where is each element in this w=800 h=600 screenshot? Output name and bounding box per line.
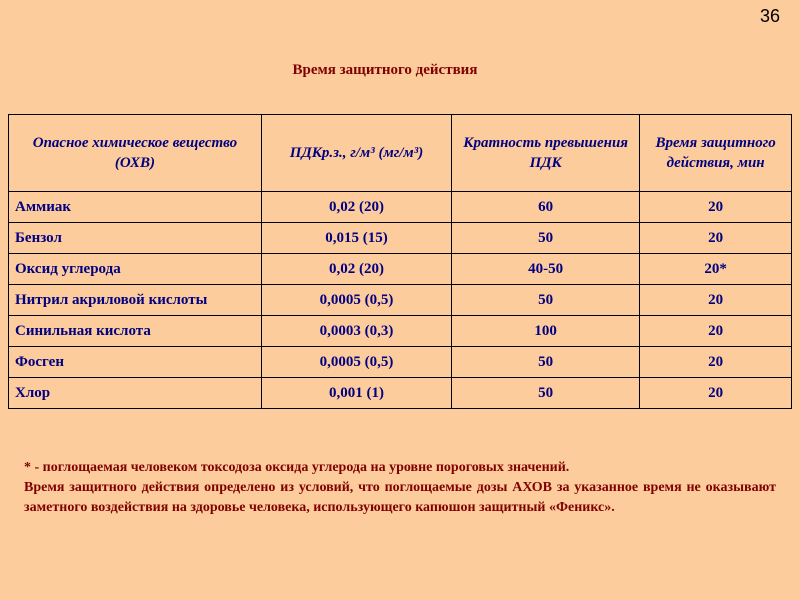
cell-excess-ratio: 50 (452, 285, 640, 316)
header-substance: Опасное химическое вещество (ОХВ) (9, 115, 262, 192)
cell-mac: 0,02 (20) (261, 192, 451, 223)
cell-protection-time: 20 (640, 316, 792, 347)
cell-excess-ratio: 50 (452, 378, 640, 409)
cell-protection-time: 20 (640, 192, 792, 223)
table-row (9, 254, 792, 285)
header-mac: ПДКр.з., г/м³ (мг/м³) (261, 115, 451, 192)
cell-protection-time: 20 (640, 378, 792, 409)
cell-protection-time: 20 (640, 223, 792, 254)
cell-substance: Аммиак (9, 192, 262, 223)
table-row (9, 285, 792, 316)
footnote-asterisk-note: * - поглощаемая человеком токсодоза оксида углерода на уровне пороговых значений. (24, 460, 570, 475)
cell-mac: 0,0005 (0,5) (261, 285, 451, 316)
cell-substance: Фосген (9, 347, 262, 378)
table-row (9, 192, 792, 223)
table-row (9, 347, 792, 378)
footnote (24, 458, 776, 518)
cell-excess-ratio: 50 (452, 347, 640, 378)
cell-protection-time: 20 (640, 285, 792, 316)
protection-time-table (8, 114, 792, 409)
cell-substance: Бензол (9, 223, 262, 254)
cell-mac: 0,015 (15) (261, 223, 451, 254)
cell-mac: 0,02 (20) (261, 254, 451, 285)
table-header-row (9, 115, 792, 192)
page-number: 36 (759, 6, 780, 26)
header-protection-time: Время защитного действия, мин (640, 115, 792, 192)
cell-protection-time: 20 (640, 347, 792, 378)
cell-excess-ratio: 40-50 (452, 254, 640, 285)
cell-protection-time: 20* (640, 254, 792, 285)
cell-mac: 0,001 (1) (261, 378, 451, 409)
cell-substance: Хлор (9, 378, 262, 409)
table-row (9, 378, 792, 409)
slide-title: Время защитного действия (292, 62, 478, 78)
header-excess-ratio: Кратность превышения ПДК (452, 115, 640, 192)
cell-substance: Оксид углерода (9, 254, 262, 285)
cell-substance: Синильная кислота (9, 316, 262, 347)
cell-mac: 0,0003 (0,3) (261, 316, 451, 347)
footnote-explanation: Время защитного действия определено из условий, что поглощаемые дозы АХОВ за указанное время не оказывают заметного воздействия на здоровье человека, использующего капюшон защитный «Феникс». (24, 480, 776, 515)
table-row (9, 316, 792, 347)
cell-excess-ratio: 100 (452, 316, 640, 347)
table-row (9, 223, 792, 254)
cell-excess-ratio: 50 (452, 223, 640, 254)
cell-mac: 0,0005 (0,5) (261, 347, 451, 378)
cell-substance: Нитрил акриловой кислоты (9, 285, 262, 316)
cell-excess-ratio: 60 (452, 192, 640, 223)
